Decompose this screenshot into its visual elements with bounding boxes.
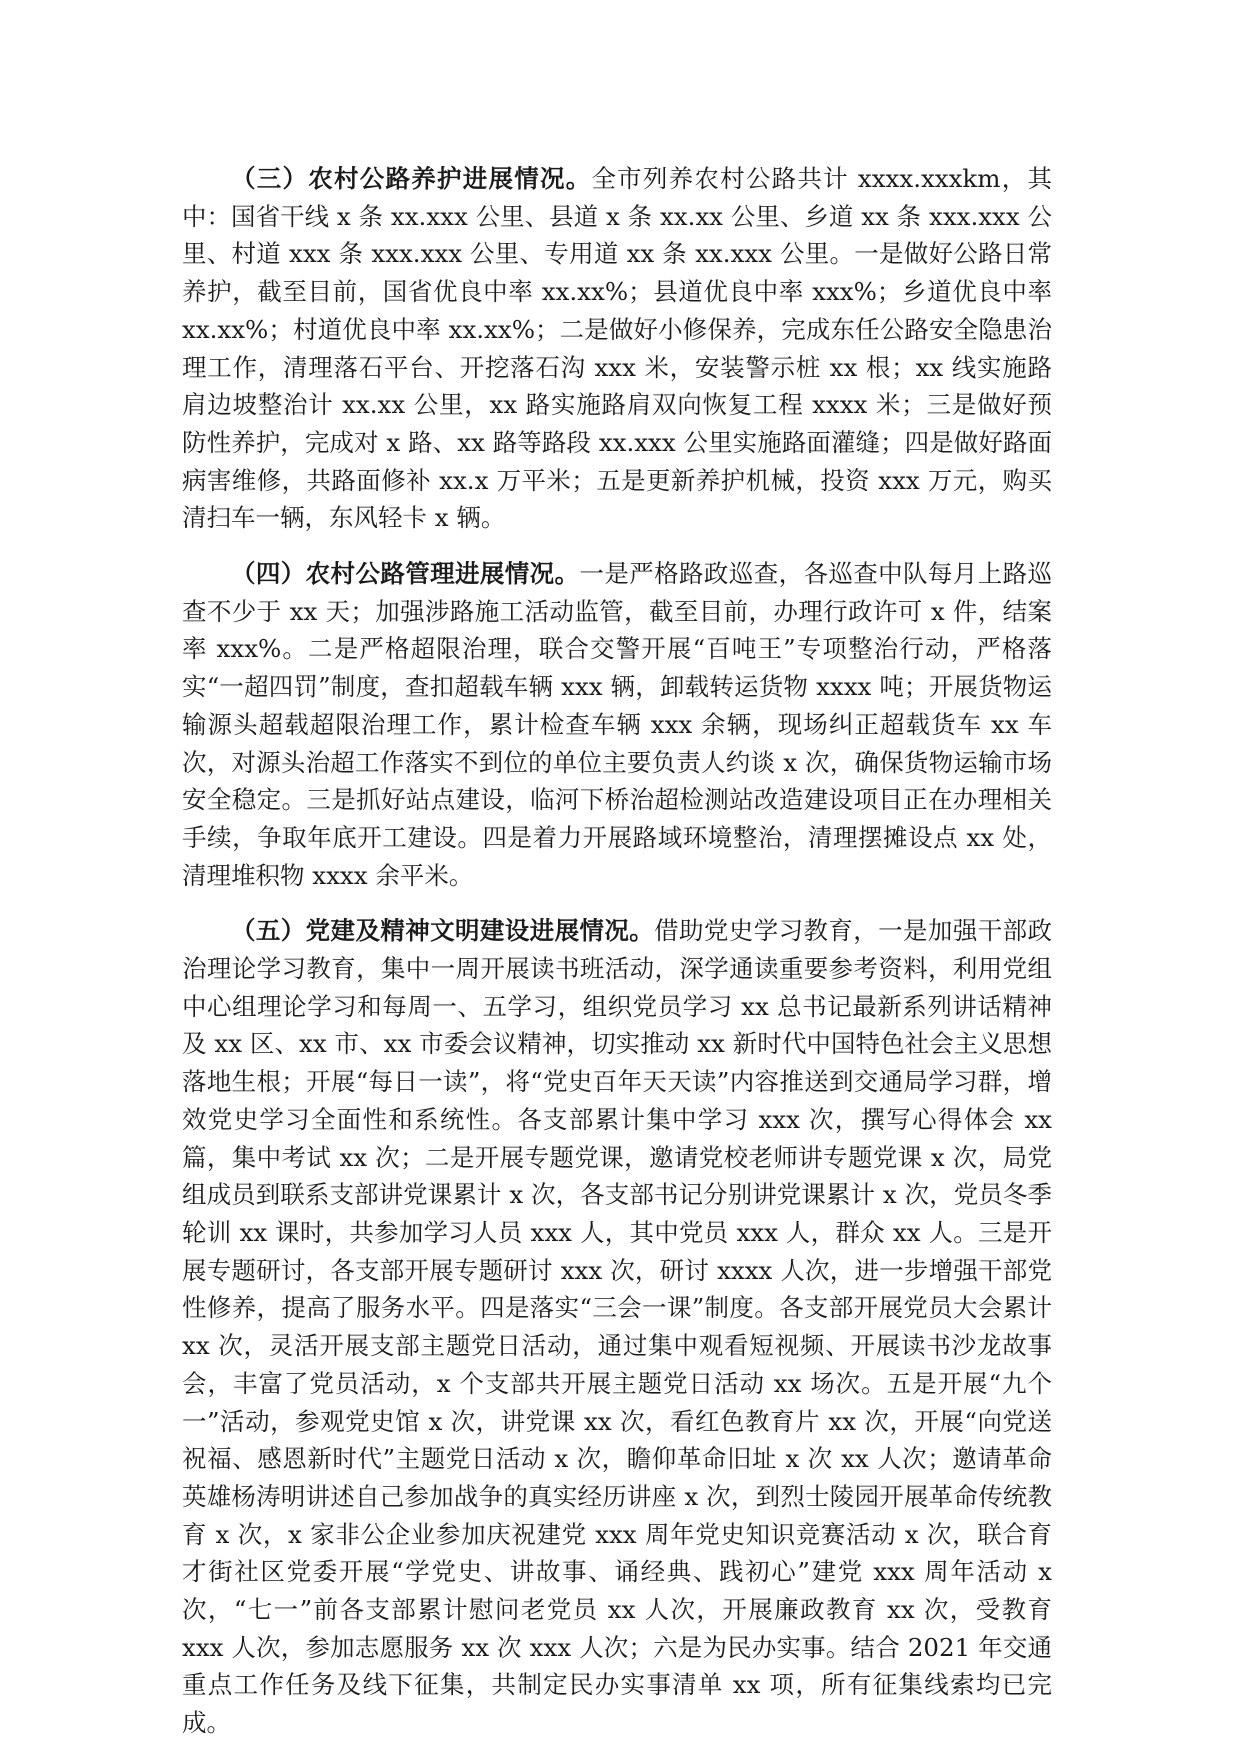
section-body: 借助党史学习教育，一是加强干部政治理论学习教育，集中一周开展读书班活动，深学通读重要参考资料，利用党组中心组理论学习和每周一、五学习，组织党员学习 xx 总书记最新系列讲话精神及 xx 区、xx 市、xx 市委会议精神，切实推动 xx 新时代中国特色社会主义思想落地生根；开展“每日一读”，将“党史百年天天读”内容推送到交通局学习群，增效党史学习全面性和系统性。各支部累计集中学习 xxx 次，撰写心得体会 xx 篇，集中考试 xx 次；二是开展专题党课，邀请党校老师讲专题党课 x 次，局党组成员到联系支部讲党课累计 x 次，各支部书记分别讲党课累计 x 次，党员冬季轮训 xx 课时，共参加学习人员 xxx 人，其中党员 xxx 人，群众 xx 人。三是开展专题研讨，各支部开展专题研讨 xxx 次，研讨 xxxx 人次，进一步增强干部党性修养，提高了服务水平。四是落实“三会一课”制度。各支部开展党员大会累计 xx 次，灵活开展支部主题党日活动，通过集中观看短视频、开展读书沙龙故事会，丰富了党员活动，x 个支部共开展主题党日活动 xx 场次。五是开展“九个一”活动，参观党史馆 x 次，讲党课 xx 次，看红色教育片 xx 次，开展“向党送祝福、感恩新时代”主题党日活动 x 次，瞻仰革命旧址 x 次 xx 人次；邀请革命英雄杨涛明讲述自己参加战争的真实经历讲座 x 次，到烈士陵园开展革命传统教育 x 次，x 家非公企业参加庆祝建党 xxx 周年党史知识竞赛活动 x 次，联合育才街社区党委开展“学党史、讲故事、诵经典、践初心”建党 xxx 周年活动 x 次，“七一”前各支部累计慰问老党员 xx 人次，开展廉政教育 xx 次，受教育 xxx 人次，参加志愿服务 xx 次 xxx 人次；六是为民办实事。结合 2021 年交通重点工作任务及线下征集，共制定民办实事清单 xx 项，所有征集线索均已完成。 (182, 916, 1052, 1738)
paragraph-road-maintenance (182, 160, 1052, 537)
section-body: 全市列养农村公路共计 xxxx.xxxkm，其中：国省干线 x 条 xx.xxx 公里、县道 x 条 xx.xx 公里、乡道 xx 条 xxx.xxx 公里、村道 xxx 条 xxx.xxx 公里、专用道 xx 条 xx.xxx 公里。一是做好公路日常养护，截至目前，国省优良中率 xx.xx%；县道优良中率 xxx%；乡道优良中率 xx.xx%；村道优良中率 xx.xx%；二是做好小修保养，完成东任公路安全隐患治理工作，清理落石平台、开挖落石沟 xxx 米，安装警示桩 xx 根；xx 线实施路肩边坡整治计 xx.xx 公里，xx 路实施路肩双向恢复工程 xxxx 米；三是做好预防性养护，完成对 x 路、xx 路等路段 xx.xxx 公里实施路面灌缝；四是做好路面病害维修，共路面修补 xx.x 万平米；五是更新养护机械，投资 xxx 万元，购买清扫车一辆，东风轻卡 x 辆。 (182, 164, 1052, 533)
document-page (182, 160, 1052, 1760)
paragraph-party-building (182, 912, 1052, 1741)
section-heading: （五）党建及精神文明建设进展情况。 (231, 916, 655, 946)
paragraph-road-management (182, 555, 1052, 894)
section-body: 一是严格路政巡查，各巡查中队每月上路巡查不少于 xx 天；加强涉路施工活动监管，截至目前，办理行政许可 x 件，结案率 xxx%。二是严格超限治理，联合交警开展“百吨王”专项整治行动，严格落实“一超四罚”制度，查扣超载车辆 xxx 辆，卸载转运货物 xxxx 吨；开展货物运输源头超载超限治理工作，累计检查车辆 xxx 余辆，现场纠正超载货车 xx 车次，对源头治超工作落实不到位的单位主要负责人约谈 x 次，确保货物运输市场安全稳定。三是抓好站点建设，临河下桥治超检测站改造建设项目正在办理相关手续，争取年底开工建设。四是着力开展路域环境整治，清理摆摊设点 xx 处，清理堆积物 xxxx 余平米。 (182, 559, 1052, 890)
section-heading: （三）农村公路养护进展情况。 (231, 164, 592, 193)
section-heading: （四）农村公路管理进展情况。 (231, 559, 580, 589)
